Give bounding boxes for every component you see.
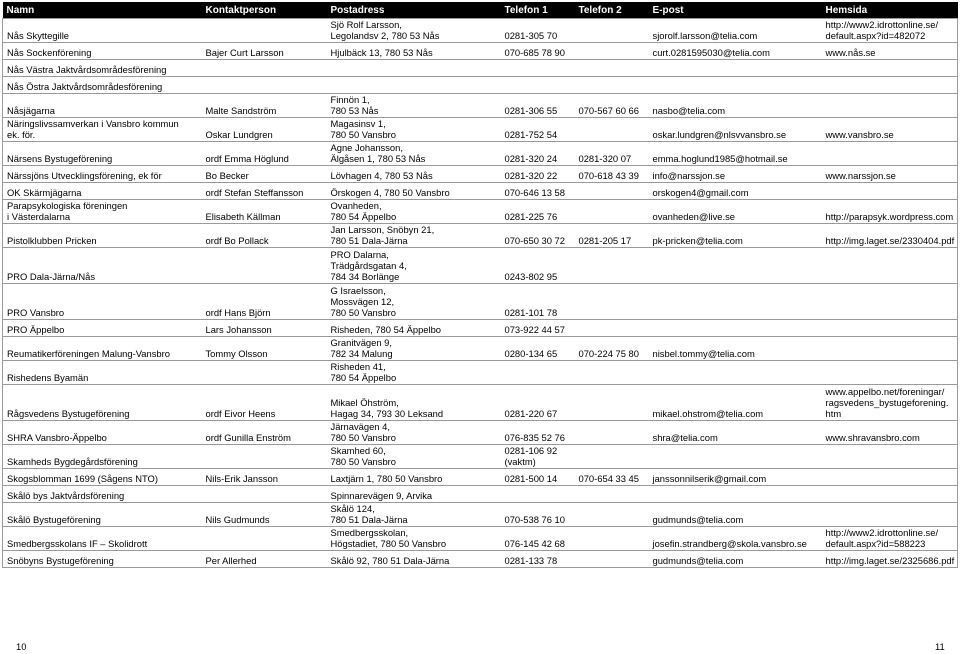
header-namn: Namn: [3, 2, 202, 19]
phone-1-cell: 0281-106 92 (vaktm): [501, 445, 575, 469]
phone-2-cell: [575, 200, 649, 224]
table-row: [3, 60, 958, 77]
name-cell: Reumatikerföreningen Malung-Vansbro: [3, 337, 202, 361]
phone-1-cell: 076-835 52 76: [501, 421, 575, 445]
website-cell: www.shravansbro.com: [822, 421, 958, 445]
phone-1-cell: 0281-500 14: [501, 469, 575, 486]
name-cell: Nåsjägarna: [3, 94, 202, 118]
address-cell: Spinnarevägen 9, Arvika: [327, 486, 501, 503]
email-cell: shra@telia.com: [649, 421, 822, 445]
phone-1-cell: 070-646 13 58: [501, 183, 575, 200]
contact-cell: ordf Eivor Heens: [202, 385, 327, 421]
contact-cell: Nils Gudmunds: [202, 503, 327, 527]
name-cell: PRO Äppelbo: [3, 320, 202, 337]
header-hemsida: Hemsida: [822, 2, 958, 19]
name-cell: Skogsblomman 1699 (Sågens NTO): [3, 469, 202, 486]
contact-cell: Tommy Olsson: [202, 337, 327, 361]
table-row: [3, 361, 958, 385]
table-row: [3, 469, 958, 486]
phone-1-cell: 0281-220 67: [501, 385, 575, 421]
name-cell: Parapsykologiska föreningen i Västerdalarna: [3, 200, 202, 224]
email-cell: [649, 361, 822, 385]
phone-1-cell: [501, 486, 575, 503]
table-row: [3, 224, 958, 248]
contact-cell: ordf Gunilla Enström: [202, 421, 327, 445]
contact-cell: ordf Hans Björn: [202, 284, 327, 320]
email-cell: pk-pricken@telia.com: [649, 224, 822, 248]
name-cell: Nås Västra Jaktvårdsområdesförening: [3, 60, 202, 77]
contact-cell: [202, 19, 327, 43]
phone-2-cell: [575, 248, 649, 284]
phone-1-cell: 0243-802 95: [501, 248, 575, 284]
address-cell: G Israelsson, Mossvägen 12, 780 50 Vansbro: [327, 284, 501, 320]
address-cell: Järnavägen 4, 780 50 Vansbro: [327, 421, 501, 445]
association-directory-table: [2, 2, 958, 568]
name-cell: Rågsvedens Bystugeförening: [3, 385, 202, 421]
header-telefon-2: Telefon 2: [575, 2, 649, 19]
table-row: [3, 200, 958, 224]
phone-2-cell: [575, 486, 649, 503]
table-row: [3, 19, 958, 43]
phone-1-cell: 0281-306 55: [501, 94, 575, 118]
contact-cell: Per Allerhed: [202, 551, 327, 568]
address-cell: Örskogen 4, 780 50 Vansbro: [327, 183, 501, 200]
address-cell: [327, 77, 501, 94]
phone-1-cell: 0281-225 76: [501, 200, 575, 224]
name-cell: Skålö Bystugeförening: [3, 503, 202, 527]
phone-1-cell: [501, 77, 575, 94]
website-cell: [822, 337, 958, 361]
header-kontaktperson: Kontaktperson: [202, 2, 327, 19]
contact-cell: Bo Becker: [202, 166, 327, 183]
address-cell: Risheden, 780 54 Äppelbo: [327, 320, 501, 337]
email-cell: nisbel.tommy@telia.com: [649, 337, 822, 361]
website-cell: [822, 60, 958, 77]
table-row: [3, 527, 958, 551]
phone-2-cell: [575, 19, 649, 43]
address-cell: Agne Johansson, Älgåsen 1, 780 53 Nås: [327, 142, 501, 166]
website-cell: http://img.laget.se/2325686.pdf: [822, 551, 958, 568]
address-cell: PRO Dalarna, Trädgårdsgatan 4, 784 34 Borlänge: [327, 248, 501, 284]
email-cell: [649, 445, 822, 469]
table-row: [3, 183, 958, 200]
website-cell: [822, 284, 958, 320]
name-cell: Nås Skyttegille: [3, 19, 202, 43]
phone-2-cell: 070-618 43 39: [575, 166, 649, 183]
contact-cell: Nils-Erik Jansson: [202, 469, 327, 486]
contact-cell: Malte Sandström: [202, 94, 327, 118]
name-cell: OK Skärmjägarna: [3, 183, 202, 200]
website-cell: www.vansbro.se: [822, 118, 958, 142]
phone-1-cell: [501, 60, 575, 77]
email-cell: curt.0281595030@telia.com: [649, 43, 822, 60]
email-cell: gudmunds@telia.com: [649, 503, 822, 527]
phone-1-cell: 073-922 44 57: [501, 320, 575, 337]
header-telefon-1: Telefon 1: [501, 2, 575, 19]
phone-1-cell: 070-650 30 72: [501, 224, 575, 248]
page-number-right: 11: [935, 641, 945, 652]
name-cell: Nås Sockenförening: [3, 43, 202, 60]
website-cell: [822, 469, 958, 486]
address-cell: Granitvägen 9, 782 34 Malung: [327, 337, 501, 361]
website-cell: [822, 77, 958, 94]
website-cell: [822, 248, 958, 284]
table-row: [3, 385, 958, 421]
table-row: [3, 320, 958, 337]
website-cell: www.narssjon.se: [822, 166, 958, 183]
name-cell: Skamheds Bygdegårdsförening: [3, 445, 202, 469]
phone-1-cell: 0281-101 78: [501, 284, 575, 320]
name-cell: PRO Dala-Järna/Nås: [3, 248, 202, 284]
website-cell: [822, 361, 958, 385]
address-cell: Mikael Öhström, Hagag 34, 793 30 Leksand: [327, 385, 501, 421]
phone-2-cell: [575, 445, 649, 469]
address-cell: Sjö Rolf Larsson, Legolandsv 2, 780 53 Nås: [327, 19, 501, 43]
phone-2-cell: [575, 385, 649, 421]
name-cell: SHRA Vansbro-Äppelbo: [3, 421, 202, 445]
table-row: [3, 166, 958, 183]
contact-cell: [202, 248, 327, 284]
phone-2-cell: [575, 183, 649, 200]
contact-cell: Oskar Lundgren: [202, 118, 327, 142]
contact-cell: [202, 60, 327, 77]
name-cell: Rishedens Byamän: [3, 361, 202, 385]
email-cell: [649, 60, 822, 77]
phone-2-cell: 070-224 75 80: [575, 337, 649, 361]
phone-2-cell: 070-567 60 66: [575, 94, 649, 118]
phone-1-cell: 0281-320 24: [501, 142, 575, 166]
address-cell: Skålö 124, 780 51 Dala-Järna: [327, 503, 501, 527]
website-cell: [822, 94, 958, 118]
website-cell: http://img.laget.se/2330404.pdf: [822, 224, 958, 248]
email-cell: emma.hoglund1985@hotmail.se: [649, 142, 822, 166]
contact-cell: [202, 361, 327, 385]
name-cell: Smedbergsskolans IF – Skolidrott: [3, 527, 202, 551]
website-cell: http://www2.idrottonline.se/ default.aspx?id=482072: [822, 19, 958, 43]
phone-2-cell: [575, 320, 649, 337]
email-cell: josefin.strandberg@skola.vansbro.se: [649, 527, 822, 551]
email-cell: [649, 248, 822, 284]
table-row: [3, 445, 958, 469]
table-row: [3, 337, 958, 361]
contact-cell: Elisabeth Källman: [202, 200, 327, 224]
name-cell: Pistolklubben Pricken: [3, 224, 202, 248]
email-cell: info@narssjon.se: [649, 166, 822, 183]
table-row: [3, 43, 958, 60]
phone-1-cell: 070-538 76 10: [501, 503, 575, 527]
address-cell: Jan Larsson, Snöbyn 21, 780 51 Dala-Järna: [327, 224, 501, 248]
phone-1-cell: [501, 361, 575, 385]
phone-1-cell: 076-145 42 68: [501, 527, 575, 551]
address-cell: Finnön 1, 780 53 Nås: [327, 94, 501, 118]
contact-cell: Lars Johansson: [202, 320, 327, 337]
table-row: [3, 77, 958, 94]
email-cell: janssonnilserik@gmail.com: [649, 469, 822, 486]
website-cell: www.appelbo.net/foreningar/ ragsvedens_bystugeforening. htm: [822, 385, 958, 421]
phone-2-cell: 0281-205 17: [575, 224, 649, 248]
phone-1-cell: 0281-752 54: [501, 118, 575, 142]
website-cell: http://parapsyk.wordpress.com: [822, 200, 958, 224]
name-cell: PRO Vansbro: [3, 284, 202, 320]
header-e-post: E-post: [649, 2, 822, 19]
phone-2-cell: 0281-320 07: [575, 142, 649, 166]
email-cell: mikael.ohstrom@telia.com: [649, 385, 822, 421]
phone-2-cell: 070-654 33 45: [575, 469, 649, 486]
table-row: [3, 284, 958, 320]
table-row: [3, 486, 958, 503]
email-cell: [649, 284, 822, 320]
header-postadress: Postadress: [327, 2, 501, 19]
address-cell: [327, 60, 501, 77]
website-cell: [822, 503, 958, 527]
address-cell: Laxtjärn 1, 780 50 Vansbro: [327, 469, 501, 486]
email-cell: oskar.lundgren@nlsvvansbro.se: [649, 118, 822, 142]
website-cell: [822, 486, 958, 503]
address-cell: Skålö 92, 780 51 Dala-Järna: [327, 551, 501, 568]
name-cell: Nås Östra Jaktvårdsområdesförening: [3, 77, 202, 94]
name-cell: Närsens Bystugeförening: [3, 142, 202, 166]
phone-2-cell: [575, 60, 649, 77]
phone-1-cell: 0280-134 65: [501, 337, 575, 361]
email-cell: [649, 486, 822, 503]
address-cell: Smedbergsskolan, Högstadiet, 780 50 Vansbro: [327, 527, 501, 551]
page-number-left: 10: [16, 641, 27, 652]
email-cell: gudmunds@telia.com: [649, 551, 822, 568]
name-cell: Näringslivssamverkan i Vansbro kommun ek. för.: [3, 118, 202, 142]
website-cell: [822, 142, 958, 166]
phone-1-cell: 0281-133 78: [501, 551, 575, 568]
address-cell: Hjulbäck 13, 780 53 Nås: [327, 43, 501, 60]
email-cell: ovanheden@live.se: [649, 200, 822, 224]
phone-1-cell: 070-685 78 90: [501, 43, 575, 60]
email-cell: [649, 77, 822, 94]
contact-cell: ordf Stefan Steffansson: [202, 183, 327, 200]
contact-cell: ordf Emma Höglund: [202, 142, 327, 166]
table-row: [3, 421, 958, 445]
address-cell: Magasinsv 1, 780 50 Vansbro: [327, 118, 501, 142]
website-cell: [822, 320, 958, 337]
email-cell: [649, 320, 822, 337]
phone-2-cell: [575, 361, 649, 385]
contact-cell: [202, 527, 327, 551]
phone-1-cell: 0281-320 22: [501, 166, 575, 183]
table-header-row: [3, 2, 958, 19]
phone-2-cell: [575, 284, 649, 320]
table-row: [3, 248, 958, 284]
contact-cell: [202, 445, 327, 469]
contact-cell: [202, 77, 327, 94]
table-row: [3, 142, 958, 166]
phone-2-cell: [575, 503, 649, 527]
name-cell: Närssjöns Utvecklingsförening, ek för: [3, 166, 202, 183]
email-cell: orskogen4@gmail.com: [649, 183, 822, 200]
website-cell: www.nås.se: [822, 43, 958, 60]
phone-2-cell: [575, 551, 649, 568]
phone-2-cell: [575, 77, 649, 94]
contact-cell: [202, 486, 327, 503]
contact-cell: ordf Bo Pollack: [202, 224, 327, 248]
table-row: [3, 118, 958, 142]
table-row: [3, 94, 958, 118]
table-row: [3, 503, 958, 527]
email-cell: sjorolf.larsson@telia.com: [649, 19, 822, 43]
website-cell: [822, 183, 958, 200]
address-cell: Risheden 41, 780 54 Äppelbo: [327, 361, 501, 385]
phone-2-cell: [575, 43, 649, 60]
phone-2-cell: [575, 118, 649, 142]
website-cell: http://www2.idrottonline.se/ default.aspx?id=588223: [822, 527, 958, 551]
name-cell: Skålö bys Jaktvårdsförening: [3, 486, 202, 503]
name-cell: Snöbyns Bystugeförening: [3, 551, 202, 568]
address-cell: Ovanheden, 780 54 Äppelbo: [327, 200, 501, 224]
phone-1-cell: 0281-305 70: [501, 19, 575, 43]
address-cell: Lövhagen 4, 780 53 Nås: [327, 166, 501, 183]
contact-cell: Bajer Curt Larsson: [202, 43, 327, 60]
phone-2-cell: [575, 527, 649, 551]
address-cell: Skamhed 60, 780 50 Vansbro: [327, 445, 501, 469]
phone-2-cell: [575, 421, 649, 445]
table-row: [3, 551, 958, 568]
website-cell: [822, 445, 958, 469]
email-cell: nasbo@telia.com: [649, 94, 822, 118]
